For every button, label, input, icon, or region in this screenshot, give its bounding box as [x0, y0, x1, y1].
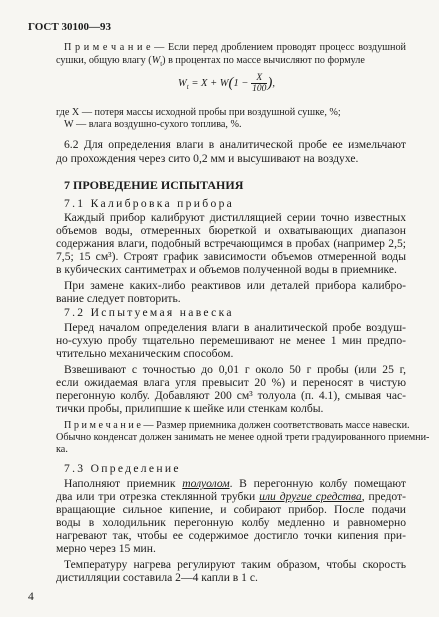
moisture-formula: $W_t = X + W(1$ − $\frac{X}{100}$ ),: [178, 73, 276, 94]
para-7-1b-line: При замене каких-либо реактивов или деталей прибора калибро-: [64, 279, 406, 292]
definition-x: где X — потеря массы исходной пробы при воздушной сушке, %;: [56, 107, 341, 118]
para-7-3-line: Наполняют приемник толуолом. В перегонную колбу помещают: [64, 477, 406, 490]
para-7-2b-line: если ожидаемая влага угля превысит 20 %) и переносят в чистую: [56, 376, 406, 389]
note-1-line-2: сушки, общую влагу $(W_t)$ в процентах по массе вычисляют по формуле: [56, 55, 365, 69]
para-7-3b-line: Температуру нагрева регулируют таким образом, чтобы скорость: [64, 558, 406, 571]
note-2-line: П р и м е ч а н и е — Размер приемника должен соответствовать массе навески.: [64, 420, 410, 431]
para-7-2b-line: Взвешивают с точностью до 0,01 г около 50 г пробы (или 25 г,: [64, 363, 406, 376]
para-7-2-line: Перед началом определения влаги в аналитической пробе воздуш-: [64, 321, 406, 334]
page-header: ГОСТ 30100—93: [28, 21, 111, 33]
para-7-1-line: объемов воды, отмеренных бюреткой и охватывающих диапазон: [56, 224, 406, 237]
para-7-2-line: но-сухую пробу тщательно перемешивают не менее 1 мин предпо-: [56, 334, 406, 347]
page-number: 4: [28, 590, 34, 603]
note-1-line-1: П р и м е ч а н и е — Если перед дроблением проводят процесс воздушной: [64, 42, 406, 53]
formula-fraction: $\frac{X}{100}$: [252, 73, 267, 94]
subsection-7-2-title: 7.2 Испытуемая навеска: [64, 306, 234, 319]
para-7-2b-line: перегонную колбу. Добавляют 200 см³ толуола (п. 4.1), смывая час-: [56, 389, 406, 402]
para-7-3-line: мерно через 15 мин.: [56, 542, 156, 555]
para-7-3-line: два или три отрезка стеклянной трубки или другие средства, предот-: [56, 490, 407, 503]
para-7-3b-line: дистилляции составила 2—4 капли в 1 с.: [56, 571, 258, 584]
para-7-3-line: воды в холодильник перегонную колбу медленно и равномерно: [56, 516, 406, 529]
section-7-heading: 7 ПРОВЕДЕНИЕ ИСПЫТАНИЯ: [64, 178, 244, 192]
para-7-2-line: чтительно механическим способом.: [56, 347, 234, 360]
para-7-1b-line: вание следует повторить.: [56, 292, 181, 305]
note-2-line: ка.: [56, 444, 68, 455]
para-6-2-line-1: 6.2 Для определения влаги в аналитической пробе ее измельчают: [64, 138, 406, 151]
subsection-7-3-title: 7.3 Определение: [64, 462, 181, 475]
para-7-1-line: 7,5; 15 см³). Строят график зависимости объемов отмеренной воды: [56, 250, 406, 263]
para-6-2-line-2: до прохождения через сито 0,2 мм и высушивают на воздухе.: [56, 152, 359, 165]
para-7-1-line: содержания влаги, подобный встречающимся в пробах (например 2,5;: [56, 237, 406, 250]
definition-w: W — влага воздушно-сухого топлива, %.: [64, 119, 242, 130]
para-7-3-line: нагревают так, чтобы ее содержимое достигло точки кипения при-: [56, 529, 406, 542]
para-7-1-line: Каждый прибор калибруют дистиллящией серии точно известных: [64, 211, 406, 224]
para-7-3-line: вращающие сильное кипение, и собирают прибор. После подачи: [56, 503, 406, 516]
note-2-line: Обычно конденсат должен занимать не менее одной трети градуированного приемни-: [56, 432, 430, 443]
subsection-7-1-title: 7.1 Калибровка прибора: [64, 197, 235, 210]
para-7-2b-line: тички пробы, прилипшие к шейке или стенкам колбы.: [56, 402, 324, 415]
para-7-1-line: в кубических сантиметрах и объемов полученной воды в приемнике.: [56, 263, 397, 276]
